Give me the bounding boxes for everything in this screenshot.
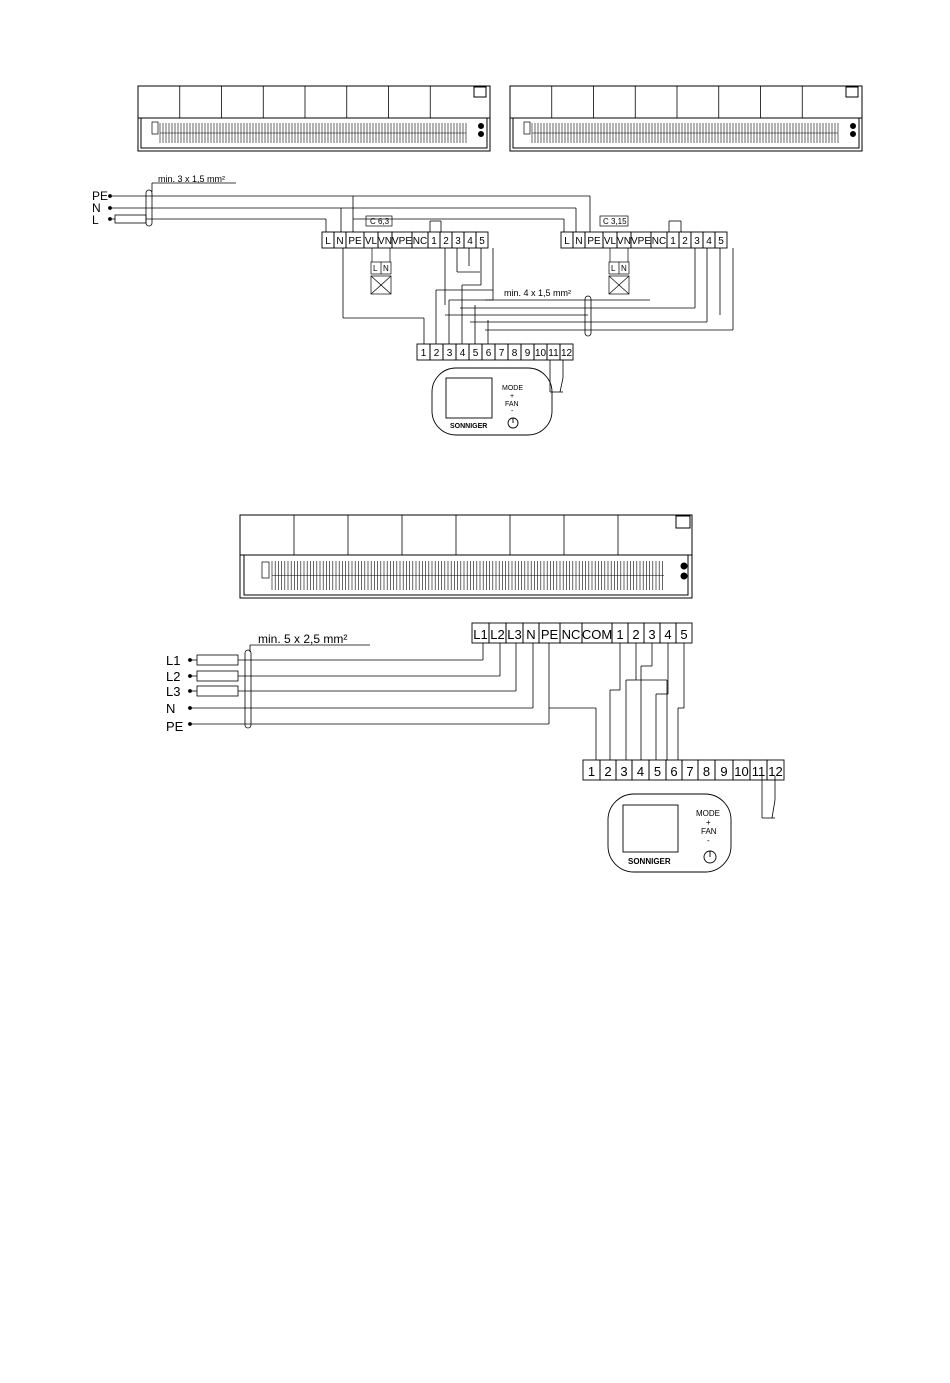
terminal-label: 5: [479, 236, 485, 247]
terminal-label: 1: [420, 348, 427, 359]
valve-1-label-l: L: [373, 264, 378, 273]
terminal-label: VPE: [391, 236, 413, 247]
signal-cable-spec-label: min. 4 x 1,5 mm²: [504, 288, 572, 298]
terminal-label: 4: [706, 236, 712, 247]
terminal-label: N: [526, 627, 536, 642]
terminal-label: 11: [751, 764, 766, 779]
mains-label-pe: PE: [92, 189, 109, 203]
terminal-label: 1: [616, 627, 624, 642]
terminal-label: N: [336, 236, 344, 247]
mains-wiring-2: [189, 643, 597, 760]
terminal-label: L2: [490, 627, 505, 642]
mains-label-l1: L1: [166, 653, 181, 668]
terminal-label: VPE: [630, 236, 652, 247]
terminal-label: 6: [670, 764, 678, 779]
terminal-label: 1: [670, 236, 676, 247]
terminal-label: VL: [603, 236, 617, 247]
terminal-label: NC: [651, 236, 667, 247]
terminal-label: 10: [734, 764, 749, 779]
mains-label-n: N: [92, 201, 101, 215]
terminal-label: 11: [548, 348, 559, 359]
terminal-label: 7: [498, 348, 505, 359]
terminal-label: 3: [648, 627, 656, 642]
valve-2-label-l: L: [611, 264, 616, 273]
terminal-label: 4: [467, 236, 473, 247]
terminal-label: 4: [664, 627, 672, 642]
air-curtain-unit-3: [240, 515, 692, 598]
terminal-block-unit-1: [322, 232, 488, 248]
unit-2-panel-dividers: [552, 86, 803, 118]
terminal-label: 8: [511, 348, 518, 359]
diagram-1: [92, 86, 862, 435]
controller-1-plus: +: [510, 393, 515, 400]
terminal-label: 7: [686, 764, 694, 779]
unit-3-grille: [272, 561, 664, 590]
terminal-label: 5: [653, 764, 662, 779]
terminal-label: L3: [507, 627, 522, 642]
valve-2-label-n: N: [621, 264, 627, 273]
mains-label-pe2: PE: [166, 719, 184, 734]
diagram-2: [166, 515, 784, 872]
terminal-label: PE: [540, 627, 559, 642]
terminal-label: 4: [459, 348, 466, 359]
unit-1-grille: [160, 123, 466, 143]
terminal-label: L: [564, 236, 570, 247]
terminal-label: 3: [446, 348, 453, 359]
terminal-label: 1: [431, 236, 437, 247]
air-curtain-unit-2: [510, 86, 862, 151]
cable-spec-label-2: min. 5 x 2,5 mm²: [258, 632, 348, 646]
terminal-label: VN: [378, 236, 392, 247]
terminal-label: 5: [718, 236, 724, 247]
terminal-label: COM: [581, 627, 613, 642]
controller-1-minus: -: [511, 408, 514, 415]
capacitor-label-unit-1: C 6,3: [370, 217, 390, 226]
terminal-label: 1: [587, 764, 596, 779]
terminal-label: 3: [694, 236, 700, 247]
controller-2-mode: MODE: [696, 809, 720, 818]
terminal-label: 9: [524, 348, 531, 359]
signal-wiring-2: [610, 643, 775, 818]
mains-label-n2: N: [166, 701, 176, 716]
terminal-label: NC: [561, 627, 581, 642]
controller-1-brand-logo: SONNIGER: [450, 423, 488, 430]
terminal-label: 2: [433, 348, 440, 359]
controller-terminal-strip-1: [417, 344, 573, 360]
terminal-block-unit-3: [472, 623, 692, 643]
cable-spec-label: min. 3 x 1,5 mm²: [158, 174, 226, 184]
terminal-label: NC: [412, 236, 428, 247]
controller-2-fan: FAN: [701, 827, 717, 836]
terminal-label: 5: [472, 348, 479, 359]
terminal-label: 2: [682, 236, 688, 247]
controller-1-fan: FAN: [505, 401, 519, 408]
unit-1-panel-dividers: [180, 86, 431, 118]
unit-2-grille: [532, 123, 838, 143]
terminal-label: PE: [587, 236, 601, 247]
controller-2-minus: -: [707, 836, 710, 845]
terminal-label: 3: [455, 236, 461, 247]
controller-terminal-strip-2: [583, 760, 784, 780]
mains-wiring-1: [109, 183, 591, 232]
mains-label-l: L: [92, 213, 99, 227]
valve-1-label-n: N: [383, 264, 389, 273]
terminal-label: 12: [560, 348, 573, 359]
terminal-label: 2: [443, 236, 449, 247]
terminal-label: 10: [534, 348, 547, 359]
mains-label-l2: L2: [166, 669, 181, 684]
controller-1-mode: MODE: [502, 385, 523, 392]
terminal-label: 8: [702, 764, 711, 779]
controller-2-plus: +: [706, 818, 711, 827]
air-curtain-unit-1: [138, 86, 490, 151]
terminal-label: 3: [620, 764, 628, 779]
terminal-label: 4: [636, 764, 645, 779]
terminal-label: 12: [768, 764, 783, 779]
terminal-label: L: [325, 236, 331, 247]
terminal-block-unit-2: [561, 232, 727, 248]
controller-2-brand-logo: SONNIGER: [628, 857, 671, 866]
terminal-label: 5: [680, 627, 688, 642]
terminal-label: 2: [604, 764, 612, 779]
terminal-label: 9: [720, 764, 728, 779]
terminal-label: VL: [364, 236, 378, 247]
terminal-label: L1: [473, 627, 488, 642]
terminal-label: 6: [485, 348, 492, 359]
terminal-label: N: [575, 236, 583, 247]
capacitor-label-unit-2: C 3,15: [603, 217, 627, 226]
mains-label-l3: L3: [166, 684, 181, 699]
terminal-label: 2: [632, 627, 640, 642]
terminal-label: PE: [348, 236, 362, 247]
terminal-label: VN: [617, 236, 631, 247]
